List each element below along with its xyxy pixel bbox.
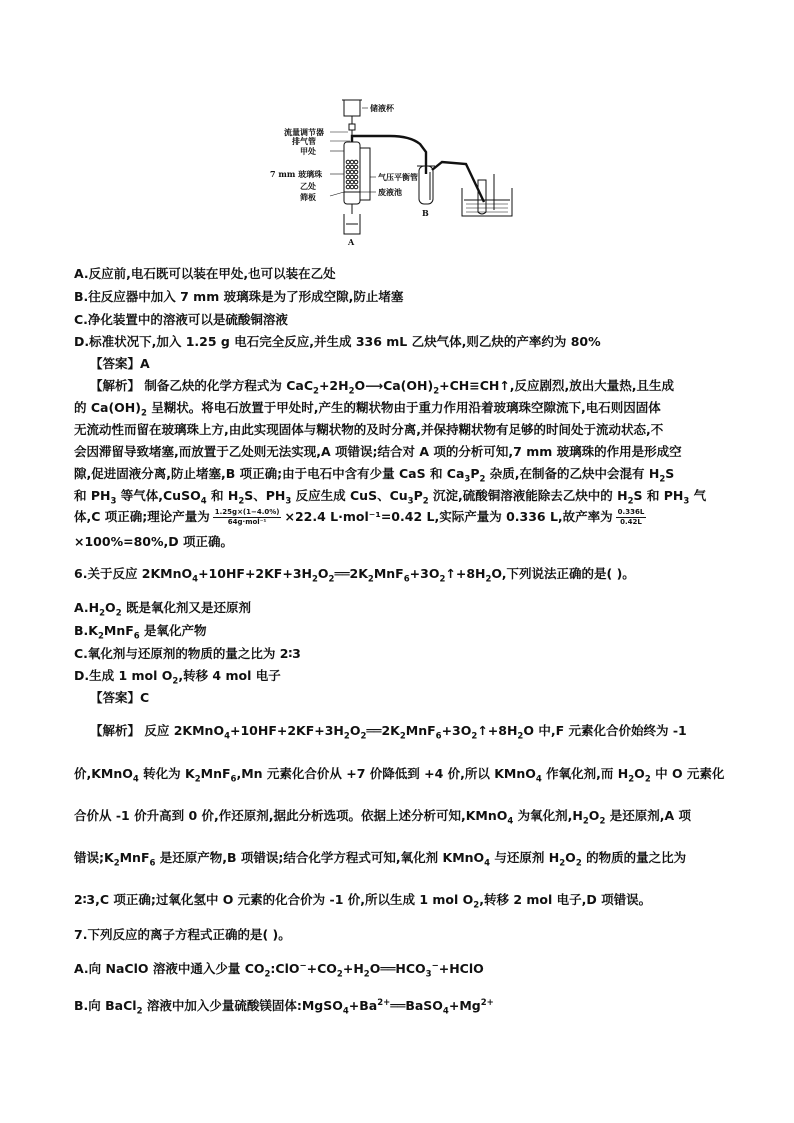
yield-ratio-fraction: $\frac{0.336L}{0.42L}$ bbox=[617, 508, 645, 526]
q6-option-d: D.生成 1 mol $O_2$,转移 4 mol 电子 bbox=[74, 668, 281, 687]
q6-analysis-line-5: 2∶3,C 项正确;过氧化氢中 O 元素的化合价为 -1 价,所以生成 1 mol $O_2$,转移 2 mol 电子,D 项错误。 bbox=[74, 892, 652, 911]
acetylene-apparatus-figure bbox=[270, 92, 520, 248]
q6-analysis-line-4: 错误$;K_2MnF_6$ 是还原产物,B 项错误;结合化学方程式可知,氧化剂 KMnO$_4$ 与还原剂 $H_2O_2$ 的物质的量之比为 bbox=[74, 850, 687, 869]
q5-option-a: A.反应前,电石既可以装在甲处,也可以装在乙处 bbox=[74, 266, 336, 281]
flow-regulator-label: 流量调节器 bbox=[284, 127, 324, 137]
pressure-tube-label: 气压平衡管 bbox=[378, 172, 418, 182]
q5-analysis-line-2: 的 $Ca(OH)_2$ 呈糊状。将电石放置于甲处时,产生的糊状物由于重力作用沿着玻璃珠空隙流下,电石则因固体 bbox=[74, 400, 661, 419]
q5-option-d: D.标准状况下,加入 1.25 g 电石完全反应,并生成 336 mL 乙炔气体,则乙炔的产率约为 80% bbox=[74, 334, 601, 349]
q6-option-b: $B.K_2MnF_6$ 是氧化产物 bbox=[74, 623, 207, 642]
reservoir-label: 储液杯 bbox=[370, 103, 394, 113]
q6-option-c: C.氧化剂与还原剂的物质的量之比为 2∶3 bbox=[74, 646, 301, 661]
q5-analysis-line-7: 体,C 项正确;理论产量为 $\frac{1.25g\times(1-4.0\%)}{\text{64g·mol⁻¹}}$ ×22.4 L·mol⁻¹=0.42 L,实际产量为 0.336 L,故产率为 $\frac{0.336L}{0.42L}$ bbox=[74, 508, 645, 526]
q6-stem: 6.关于反应 $2KMnO_4+10HF+2KF+3H_2O_2══2K_2MnF_6+3O_2↑+8H_2O$,下列说法正确的是( )。 bbox=[74, 566, 635, 585]
beads-label: 7 mm 玻璃珠 bbox=[270, 169, 323, 179]
q5-answer: 【答案】A bbox=[90, 356, 150, 371]
q5-analysis-line-1: 【解析】 制备乙炔的化学方程式为 $CaC_2+2H_2O⟶Ca(OH)_2+CH\equiv CH↑$,反应剧烈,放出大量热,且生成 bbox=[90, 378, 675, 397]
position-b-label: 乙处 bbox=[300, 181, 316, 191]
q7-stem: 7.下列反应的离子方程式正确的是( )。 bbox=[74, 927, 291, 942]
position-a-label: 甲处 bbox=[300, 146, 316, 156]
theoretical-yield-fraction: $\frac{1.25g\times(1-4.0\%)}{\text{64g·mol⁻¹}}$ bbox=[214, 508, 280, 526]
q5-analysis-line-5: 隙,促进固液分离,防止堵塞,B 项正确;由于电石中含有少量 CaS 和 $Ca_3P_2$ 杂质,在制备的乙炔中会混有 $H_2S$ bbox=[74, 466, 675, 485]
q5-option-c: C.净化装置中的溶液可以是硫酸铜溶液 bbox=[74, 312, 288, 327]
q5-analysis-line-6: 和 $PH_3$ 等气体,CuSO$_4$ 和 $H_2S$、$PH_3$ 反应生成 CuS、$Cu_3P_2$ 沉淀,硫酸铜溶液能除去乙炔中的 $H_2S$ 和 $PH_3$ 气 bbox=[74, 488, 707, 507]
apparatus-b-label: B bbox=[422, 208, 429, 218]
waste-pool-label: 废液池 bbox=[378, 187, 402, 197]
q5-analysis-line-8: ×100%=80%,D 项正确。 bbox=[74, 534, 233, 549]
q6-option-a: $A.H_2O_2$ 既是氧化剂又是还原剂 bbox=[74, 600, 251, 619]
exhaust-pipe-label: 排气管 bbox=[292, 136, 316, 146]
q5-option-b: B.往反应器中加入 7 mm 玻璃珠是为了形成空隙,防止堵塞 bbox=[74, 289, 404, 304]
q5-analysis-line-4: 会因滞留导致堵塞,而放置于乙处则无法实现,A 项错误;结合对 A 项的分析可知,7 mm 玻璃珠的作用是形成空 bbox=[74, 444, 682, 459]
q5-analysis-line-3: 无流动性而留在玻璃珠上方,由此实现固体与糊状物的及时分离,并保持糊状物有足够的时间处于流动状态,不 bbox=[74, 422, 664, 437]
q7-option-a: A.向 NaClO 溶液中通入少量 $CO_2:ClO^-+CO_2+H_2O══HCO_3^-+HClO$ bbox=[74, 960, 484, 980]
sieve-label: 筛板 bbox=[300, 192, 316, 202]
q6-analysis-line-3: 合价从 -1 价升高到 0 价,作还原剂,据此分析选项。依据上述分析可知,KMnO$_4$ 为氧化剂$,H_2O_2$ 是还原剂,A 项 bbox=[74, 808, 691, 827]
q7-option-b: B.向 BaCl$_2$ 溶液中加入少量硫酸镁固体$:MgSO_4+Ba^{2+}══BaSO_4+Mg^{2+}$ bbox=[74, 997, 494, 1017]
q6-analysis-line-1: 【解析】 反应 $2KMnO_4+10HF+2KF+3H_2O_2══2K_2MnF_6+3O_2↑+8H_2O$ 中,F 元素化合价始终为 -1 bbox=[90, 723, 687, 742]
q6-analysis-line-2: 价,KMnO$_4$ 转化为 $K_2MnF_6,Mn$ 元素化合价从 +7 价降低到 +4 价,所以 KMnO$_4$ 作氧化剂,而 $H_2O_2$ 中 O 元素化 bbox=[74, 766, 725, 785]
q6-answer: 【答案】C bbox=[90, 690, 150, 705]
apparatus-a-label: A bbox=[348, 237, 355, 247]
